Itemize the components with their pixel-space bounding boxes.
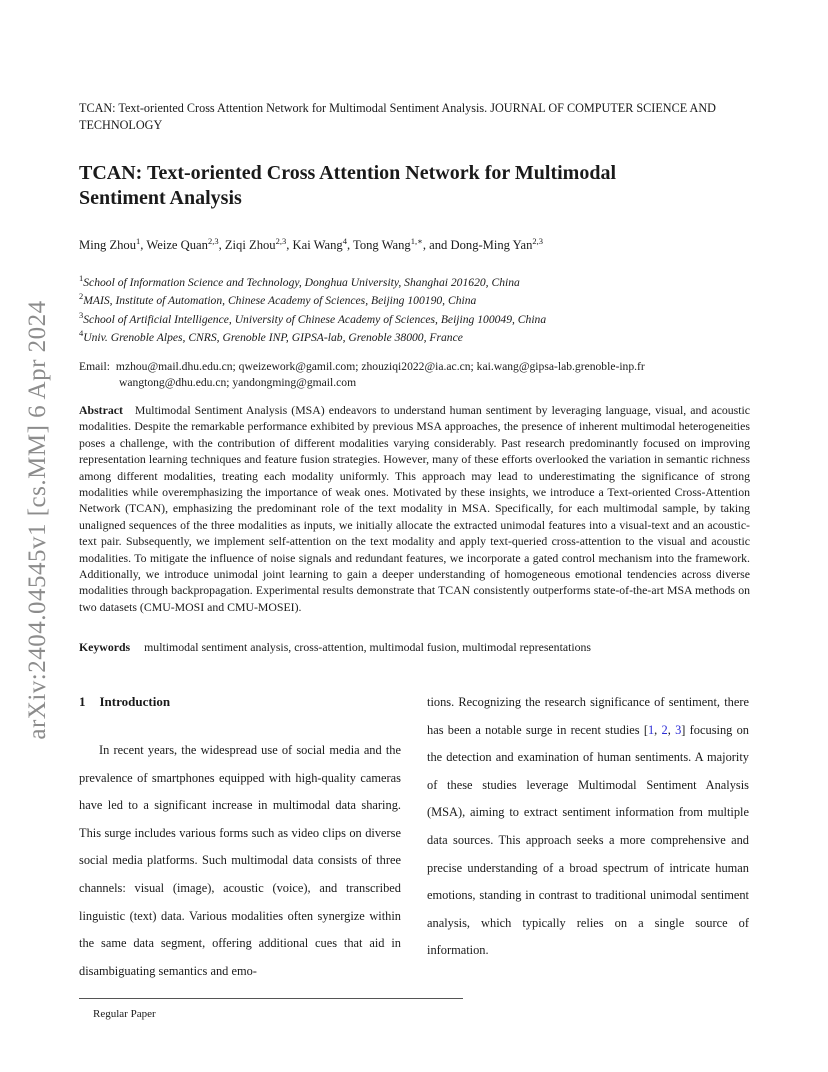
affiliation-2: $^2$MAIS, Institute of Automation, Chinese Academy of Sciences, Beijing 100190, China (79, 291, 477, 307)
author: Dong-Ming Yan$^{2,3}$ (450, 236, 543, 253)
author: Ming Zhou$^1$ (79, 236, 141, 253)
author: Weize Quan$^{2,3}$ (146, 236, 219, 253)
title-line-2: Sentiment Analysis (79, 187, 242, 209)
author: Ziqi Zhou$^{2,3}$ (224, 236, 287, 253)
paper-title (79, 161, 759, 211)
keywords-label: Keywords (79, 640, 131, 654)
running-header: TCAN: Text-oriented Cross Attention Network for Multimodal Sentiment Analysis. JOURNAL OF COMPUTER SCIENCE AND TECHNOLOGY (79, 101, 716, 132)
affiliation-1: $^1$School of Information Science and Technology, Donghua University, Shanghai 201620, China (79, 273, 520, 289)
keywords-text: multimodal sentiment analysis, cross-attention, multimodal fusion, multimodal representations (144, 640, 592, 654)
title-line-1: TCAN: Text-oriented Cross Attention Network for Multimodal (79, 162, 617, 184)
abstract-label: Abstract (79, 403, 123, 417)
abstract (79, 402, 750, 615)
section-title: Introduction (99, 694, 171, 709)
author: Tong Wang$^{1,∗}$ (353, 236, 423, 253)
section-number: 1 (79, 694, 86, 709)
keywords (79, 640, 759, 655)
author-list: Ming Zhou$^1$, Weize Quan$^{2,3}$, Ziqi Zhou$^{2,3}$, Kai Wang$^4$, Tong Wang$^{1,∗}$, and Dong-Ming Yan$^{2,3}$ (79, 236, 543, 253)
email-block (79, 359, 759, 391)
email-line-2[interactable]: wangtong@dhu.edu.cn; yandongming@gmail.com (119, 376, 357, 389)
arxiv-id-text: arXiv:2404.04545v1 [cs.MM] 6 Apr 2024 (24, 300, 51, 740)
email-label: Email: (79, 360, 110, 373)
abstract-text: Multimodal Sentiment Analysis (MSA) endeavors to understand human sentiment by leveraging language, visual, and acoustic modalities. Despite the remarkable performance exhibited by previous MSA approaches, the presence of inherent multimodal heterogeneities poses a challenge, with the contribution of different modalities varying considerably. Past research predominantly focused on improving representation learning techniques and feature fusion strategies. However, many of these efforts overlooked the variation in semantic richness among different modalities, treating each modality uniformly. This approach may lead to underestimating the significance of strong modalities while overemphasizing the importance of weak ones. Motivated by these insights, we introduce a Text-oriented Cross-Attention Network (TCAN), emphasizing the predominant role of the text modality in MSA. Specifically, for each multimodal sample, by taking unaligned sequences of the three modalities as inputs, we initially allocate the extracted unimodal features into a visual-text and an acoustic-text pair. Subsequently, we implement self-attention on the text modality and apply text-queried cross-attention to the visual and acoustic modalities. To mitigate the influence of noise signals and redundant features, we incorporate a gated control mechanism into the framework. Additionally, we introduce unimodal joint learning to gain a deeper understanding of homogeneous emotional tendencies across diverse modalities through backpropagation. Experimental results demonstrate that TCAN consistently outperforms state-of-the-art MSA methods on two datasets (CMU-MOSI and CMU-MOSEI). (79, 403, 750, 614)
affiliation-4: $^4$Univ. Grenoble Alpes, CNRS, Grenoble INP, GIPSA-lab, Grenoble 38000, France (79, 328, 463, 344)
body-column-right: tions. Recognizing the research significance of sentiment, there has been a notable surge in recent studies [1, 2, 3] focusing on the detection and examination of human sentiments. A majority of these studies leverage Multimodal Sentiment Analysis (MSA), aiming to extract sentiment information from multiple data sources. This approach seeks a more comprehensive and precise understanding of a broad spectrum of intricate human emotions, standing in contrast to traditional unimodal sentiment analysis, which typically relies on a single source of information. (427, 695, 749, 958)
citation-link[interactable]: 3 (675, 722, 682, 737)
arxiv-sidebar-stamp (8, 270, 68, 770)
section-heading (79, 694, 170, 710)
footnote: Regular Paper (93, 1008, 156, 1020)
footnote-rule (79, 998, 463, 999)
author: Kai Wang$^4$ (292, 236, 347, 253)
body-column-left: In recent years, the widespread use of social media and the prevalence of smartphones equipped with high-quality cameras have led to a significant increase in multimodal data sharing. This surge includes various forms such as video clips on diverse social media platforms. Such multimodal data consists of three channels: visual (image), acoustic (voice), and transcribed linguistic (text) data. Various modalities often synergize within the same data segment, offering additional cues that aid in disambiguating semantics and emo- (79, 743, 401, 978)
affiliation-3: $^3$School of Artificial Intelligence, University of Chinese Academy of Sciences, Beijing 100049, China (79, 310, 547, 326)
citation-link[interactable]: 1 (647, 722, 655, 737)
citation-link[interactable]: 2 (661, 722, 668, 737)
email-line-1[interactable]: mzhou@mail.dhu.edu.cn; qweizework@gamil.com; zhouziqi2022@ia.ac.cn; kai.wang@gipsa-lab.grenoble-inp.fr (115, 360, 645, 373)
